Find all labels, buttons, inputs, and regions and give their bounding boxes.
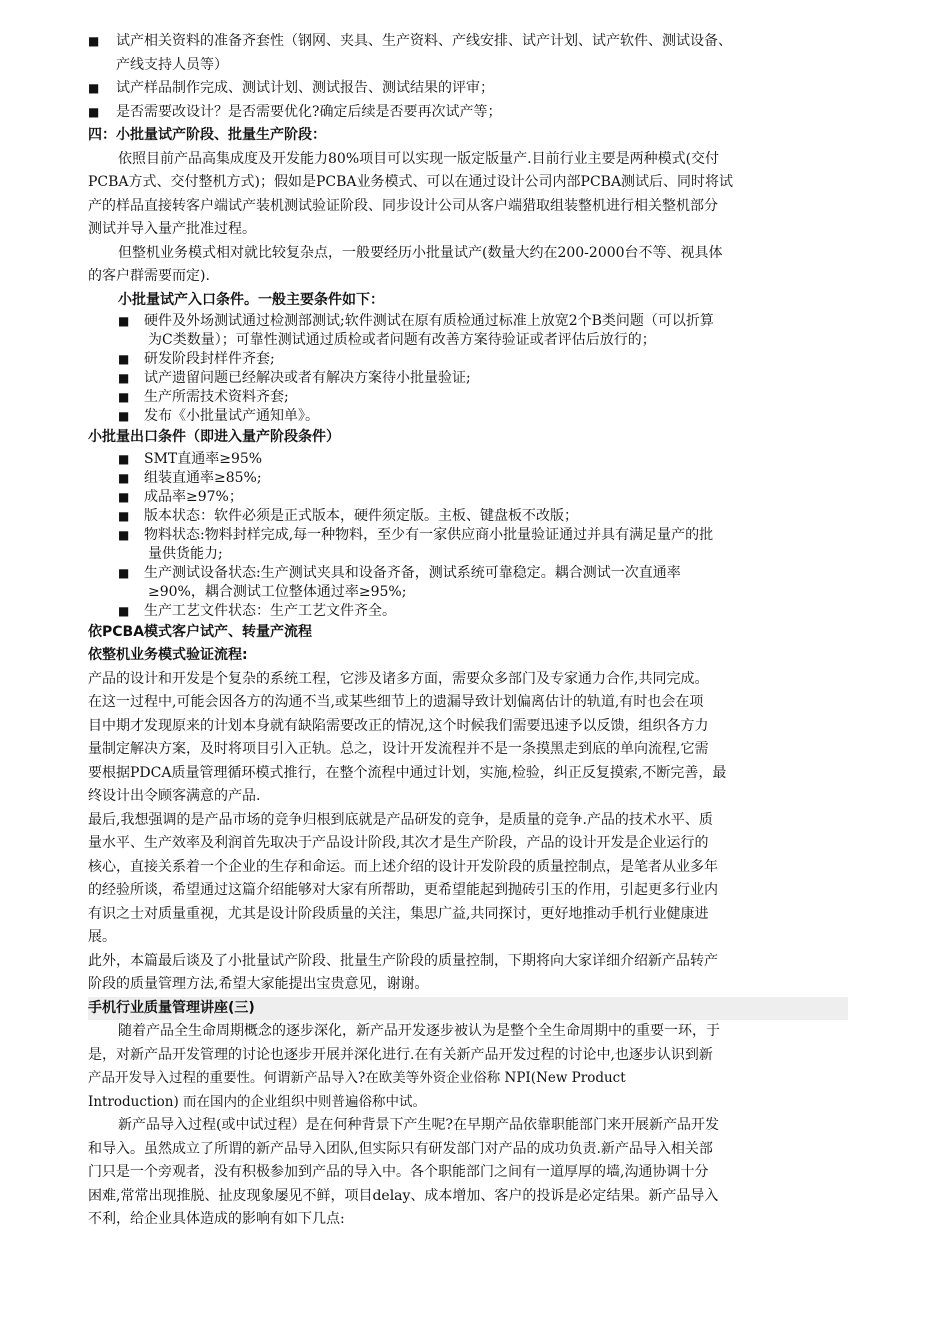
paragraph-line: 产品开发导入过程的重要性。何谓新产品导入?在欧美等外资企业俗称 NPI(New Product — [88, 1070, 626, 1086]
square-bullet-icon: ■ — [118, 527, 130, 542]
list-item-text: 版本状态：软件必须是正式版本，硬件须定版。主板、键盘板不改版； — [144, 507, 578, 524]
paragraph-conclusion — [88, 809, 848, 950]
paragraph-whole-machine — [88, 242, 848, 289]
list-item — [88, 469, 848, 488]
paragraph-line: 的客户群需要而定). — [88, 268, 210, 284]
bullet-text: 是否需要改设计？是否需要优化?确定后续是否要再次试产等； — [116, 103, 502, 120]
paragraph-npi-intro — [88, 1020, 848, 1114]
paragraph-line: 困难,常常出现推脱、扯皮现象屡见不鲜，项目delay、成本增加、客户的投诉是必定结果。新产品导入 — [88, 1187, 719, 1204]
paragraph-line: 是，对新产品开发管理的讨论也逐步开展并深化进行.在有关新产品开发过程的讨论中,也逐步认识到新 — [88, 1046, 713, 1063]
list-item — [88, 507, 848, 526]
list-item — [88, 488, 848, 507]
paragraph-line: 核心，直接关系着一个企业的生存和命运。而上述介绍的设计开发阶段的质量控制点，是笔者从业多年 — [88, 858, 718, 875]
pcba-flow-heading: 依PCBA模式客户试产、转量产流程 — [88, 623, 313, 640]
square-bullet-icon: ■ — [118, 603, 130, 618]
paragraph-line: 量水平、生产效率及利润首先取决于产品设计阶段,其次才是生产阶段，产品的设计开发是企业运行的 — [88, 835, 709, 851]
paragraph-npi-background — [88, 1114, 848, 1232]
list-item-text: 组装直通率≥85%; — [144, 469, 262, 486]
paragraph-line: 在这一过程中,可能会因各方的沟通不当,或某些细节上的遗漏导致计划偏离估计的轨道,有时也会在项 — [88, 694, 704, 710]
list-item-continuation: 量供货能力; — [148, 545, 223, 562]
whole-machine-flow-heading: 依整机业务模式验证流程: — [88, 647, 248, 663]
list-item-text: 成品率≥97%； — [144, 488, 243, 505]
square-bullet-icon: ■ — [88, 104, 100, 119]
paragraph-line: PCBA方式、交付整机方式)；假如是PCBA业务模式、可以在通过设计公司内部PCBA测试后、同时将试 — [88, 174, 734, 190]
square-bullet-icon: ■ — [118, 470, 130, 485]
exit-conditions-list — [88, 450, 848, 621]
paragraph-line: 和导入。虽然成立了所谓的新产品导入团队,但实际只有研发部门对产品的成功负责.新产品导入相关部 — [88, 1140, 713, 1157]
paragraph-line: 测试并导入量产批准过程。 — [88, 221, 256, 237]
paragraph-line: 但整机业务模式相对就比较复杂点，一般要经历小批量试产(数量大约在200-2000台不等、视具体 — [118, 244, 723, 261]
list-item — [88, 564, 848, 583]
lecture-heading: 手机行业质量管理讲座(三) — [88, 997, 848, 1021]
paragraph-line: 要根据PDCA质量管理循环模式推行，在整个流程中通过计划，实施,检验，纠正反复摸索,不断完善，最 — [88, 764, 727, 781]
square-bullet-icon: ■ — [118, 352, 130, 366]
paragraph-line: 依照目前产品高集成度及开发能力80%项目可以实现一版定版量产.目前行业主要是两种模式(交付 — [118, 150, 720, 167]
bullet-item — [88, 30, 848, 54]
entry-conditions-title: 小批量试产入口条件。一般主要条件如下： — [118, 291, 384, 308]
list-item-continuation: 为C类数量）；可靠性测试通过质检或者问题有改善方案待验证或者评估后放行的； — [148, 332, 656, 348]
bullet-text: 试产样品制作完成、测试计划、测试报告、测试结果的评审； — [116, 80, 494, 96]
paragraph-line: 的经验所谈，希望通过这篇介绍能够对大家有所帮助，更希望能起到抛砖引玉的作用，引起更多行业内 — [88, 882, 718, 898]
square-bullet-icon: ■ — [118, 508, 130, 523]
entry-conditions-list — [88, 312, 848, 426]
paragraph-line: 有识之士对质量重视，尤其是设计阶段质量的关注，集思广益,共同探讨，更好地推动手机行业健康进 — [88, 905, 709, 922]
list-item-text: 物料状态:物料封样完成,每一种物料，至少有一家供应商小批量验证通过并具有满足量产的批 — [144, 526, 714, 543]
list-item-text: 生产工艺文件状态：生产工艺文件齐全。 — [144, 602, 396, 619]
paragraph-line: 产品的设计和开发是个复杂的系统工程，它涉及诸多方面，需要众多部门及专家通力合作,共同完成。 — [88, 670, 709, 687]
exit-conditions-title: 小批量出口条件（即进入量产阶段条件） — [88, 429, 340, 445]
paragraph-line: 新产品导入过程(或中试过程）是在何种背景下产生呢?在早期产品依靠职能部门来开展新产品开发 — [118, 1117, 719, 1133]
list-item — [88, 312, 848, 331]
square-bullet-icon: ■ — [88, 34, 100, 48]
section-heading-4: 四：小批量试产阶段、批量生产阶段： — [88, 127, 326, 143]
list-item — [88, 602, 848, 621]
square-bullet-icon: ■ — [118, 371, 130, 385]
paragraph-line: 目中期才发现原来的计划本身就有缺陷需要改正的情况,这个时候我们需要迅速予以反馈，组织各方力 — [88, 717, 709, 734]
list-item — [88, 369, 848, 388]
square-bullet-icon: ■ — [118, 565, 130, 580]
list-item-text: 研发阶段封样件齐套; — [144, 351, 275, 367]
square-bullet-icon: ■ — [118, 451, 130, 466]
list-item-text: 发布《小批量试产通知单》。 — [144, 408, 319, 424]
paragraph-line: 量制定解决方案，及时将项目引入正轨。总之，设计开发流程并不是一条摸黑走到底的单向流程,它需 — [88, 741, 709, 757]
list-item-text: 生产所需技术资料齐套; — [144, 389, 289, 405]
paragraph-line: 此外，本篇最后谈及了小批量试产阶段、批量生产阶段的质量控制，下期将向大家详细介绍新产品转产 — [88, 952, 718, 969]
paragraph-next-issue — [88, 950, 848, 997]
paragraph-line: 门只是一个旁观者，没有积极参加到产品的导入中。各个职能部门之间有一道厚厚的墙,沟通协调十分 — [88, 1164, 709, 1180]
paragraph-line: 随着产品全生命周期概念的逐步深化，新产品开发逐步被认为是整个全生命周期中的重要一环，于 — [118, 1023, 720, 1039]
square-bullet-icon: ■ — [118, 409, 130, 423]
paragraph-line: 不利，给企业具体造成的影响有如下几点: — [88, 1211, 345, 1227]
paragraph-line: 阶段的质量管理方法,希望大家能提出宝贵意见，谢谢。 — [88, 976, 429, 992]
paragraph-line: 产的样品直接转客户端试产装机测试验证阶段、同步设计公司从客户端猎取组装整机进行相关整机部分 — [88, 197, 718, 214]
list-item-text: 硬件及外场测试通过检测部测试;软件测试在原有质检通过标准上放宽2个B类问题（可以折算 — [144, 313, 714, 329]
bullet-item — [88, 77, 848, 101]
bullet-text: 试产相关资料的准备齐套性（钢网、夹具、生产资料、产线安排、试产计划、试产软件、测试设备、 — [116, 33, 732, 49]
square-bullet-icon: ■ — [118, 390, 130, 404]
bullet-continuation: 产线支持人员等） — [116, 56, 228, 73]
paragraph-line: 展。 — [88, 929, 116, 945]
list-item-continuation: ≥90%，耦合测试工位整体通过率≥95%; — [148, 583, 407, 600]
list-item — [88, 388, 848, 407]
list-item-text: SMT直通率≥95% — [144, 450, 263, 467]
paragraph-design-process — [88, 668, 848, 809]
paragraph-line: Introduction) 而在国内的企业组织中则普遍俗称中试。 — [88, 1093, 427, 1110]
square-bullet-icon: ■ — [88, 81, 100, 95]
list-item — [88, 350, 848, 369]
document-body — [88, 30, 848, 1232]
list-item — [88, 407, 848, 426]
list-item-text: 生产测试设备状态:生产测试夹具和设备齐备，测试系统可靠稳定。耦合测试一次直通率 — [144, 564, 681, 581]
list-item — [88, 450, 848, 469]
paragraph-line: 最后,我想强调的是产品市场的竞争归根到底就是产品研发的竞争，是质量的竞争.产品的技术水平、质 — [88, 811, 713, 828]
list-item-text: 试产遗留问题已经解决或者有解决方案待小批量验证; — [144, 370, 471, 386]
bullet-item — [88, 101, 848, 125]
list-item — [88, 526, 848, 545]
paragraph-pcba-modes — [88, 148, 848, 242]
square-bullet-icon: ■ — [118, 489, 130, 504]
paragraph-line: 终设计出令顾客满意的产品. — [88, 788, 261, 804]
square-bullet-icon: ■ — [118, 314, 130, 328]
